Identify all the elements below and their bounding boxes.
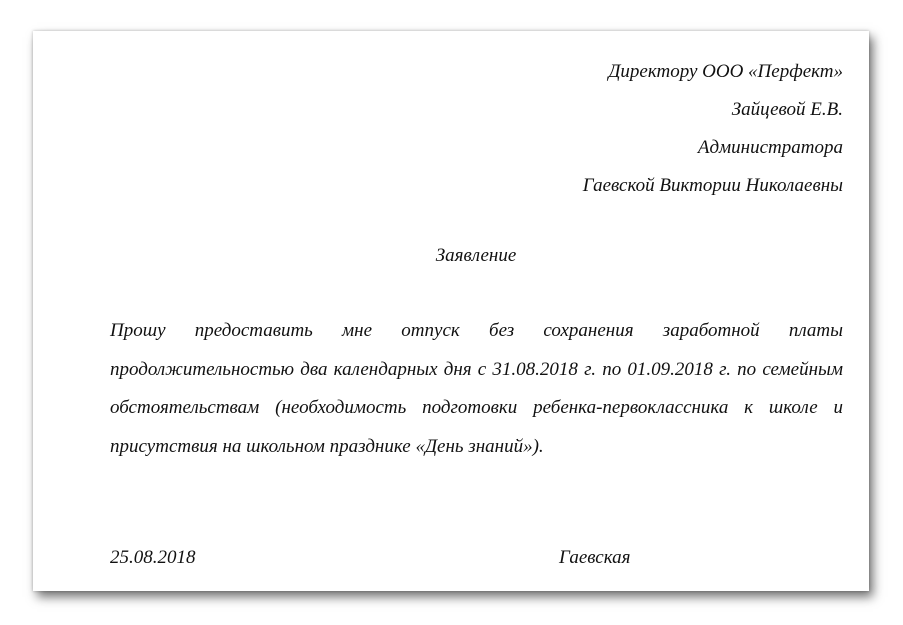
document-title: Заявление xyxy=(435,245,517,266)
application-body: Прошу предоставить мне отпуск без сохранения заработной платы продолжительностью два календарных дня с 31.08.2018 г. по 01.09.2018 г. по семейным обстоятельствам (необходимость подготовки ребенка-первоклассника к школе и присутствия на школьном празднике «День знаний»). xyxy=(110,320,843,457)
addressee-line-director: Директору ООО «Перфект» xyxy=(608,61,843,82)
addressee-line-director-name: Зайцевой Е.В. xyxy=(731,99,843,120)
addressee-block xyxy=(583,53,843,205)
document-page xyxy=(33,31,869,591)
addressee-line-applicant-name: Гаевской Виктории Николаевны xyxy=(582,175,843,196)
application-date: 25.08.2018 xyxy=(110,547,196,568)
addressee-line-position: Администратора xyxy=(697,137,843,158)
applicant-signature: Гаевская xyxy=(559,547,631,568)
